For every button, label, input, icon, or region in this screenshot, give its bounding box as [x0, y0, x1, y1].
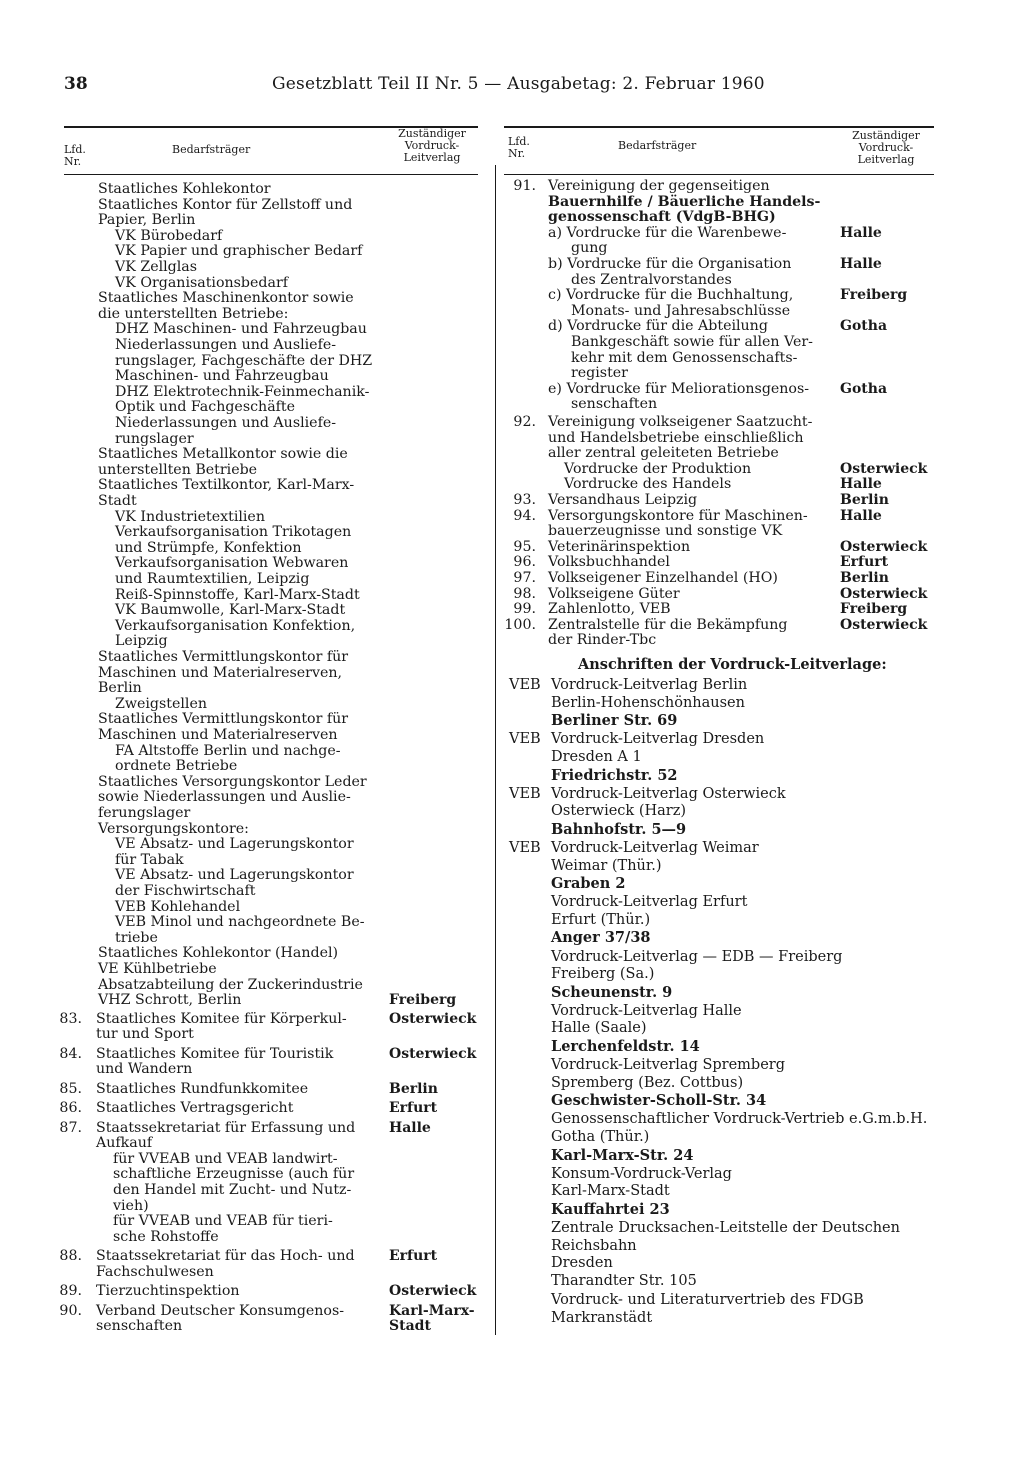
- entry-city: Osterwieck: [389, 1283, 477, 1300]
- address-line: Freiberg (Sa.): [551, 966, 655, 983]
- address-line: Vordruck-Leitverlag Berlin: [551, 677, 748, 693]
- entry-city: Gotha: [840, 380, 888, 397]
- entry-text-line: Staatliches Komitee für Touristik: [96, 1045, 334, 1062]
- entry-text-line: Verband Deutscher Konsumgenos-: [96, 1302, 345, 1319]
- entry-sub-line: register: [571, 365, 628, 382]
- entry-text-line: bauerzeugnisse und sonstige VK: [548, 523, 783, 540]
- left-text-line: Staatliches Kohlekontor: [98, 181, 271, 197]
- address-line: Halle (Saale): [551, 1020, 647, 1037]
- entry-sub-line: a) Vordrucke für die Warenbewe-: [548, 224, 787, 241]
- left-text-line: Optik und Fachgeschäfte: [115, 399, 295, 416]
- entry-number: 86.: [59, 1100, 82, 1117]
- entry-number: 90.: [59, 1302, 82, 1319]
- left-text-line: Staatliches Maschinenkontor sowie: [98, 290, 354, 307]
- entry-city: Berlin: [389, 1080, 438, 1097]
- head-rule-right: [504, 174, 934, 175]
- address-line: Gotha (Thür.): [551, 1129, 650, 1145]
- head-zust-line3: Leitverlag: [403, 151, 461, 164]
- entry-text-line: Vereinigung volkseigener Saatzucht-: [548, 414, 813, 430]
- entry-sub-line: kehr mit dem Genossenschafts-: [571, 349, 798, 366]
- left-text-line: Berlin: [98, 680, 142, 697]
- head-zust-line2: Vordruck-: [858, 141, 914, 154]
- left-text-line: rungslager: [115, 430, 194, 447]
- address-line: Weimar (Thür.): [551, 857, 662, 874]
- entry-number: 87.: [59, 1119, 82, 1136]
- entry-city: Freiberg: [840, 287, 908, 304]
- left-text-line: Versorgungskontore:: [98, 820, 249, 837]
- address-line: Vordruck-Leitverlag — EDB — Freiberg: [551, 948, 843, 965]
- entry-sub-line: b) Vordrucke für die Organisation: [548, 256, 792, 272]
- entry-number: 95.: [513, 538, 536, 555]
- address-line: Zentrale Drucksachen-Leitstelle der Deutschen: [551, 1220, 900, 1236]
- address-line: Geschwister-Scholl-Str. 34: [551, 1092, 767, 1110]
- head-zust-line3: Leitverlag: [857, 153, 915, 166]
- left-text-line: Reiß-Spinnstoffe, Karl-Marx-Stadt: [115, 586, 360, 603]
- address-line: Konsum-Vordruck-Verlag: [551, 1165, 732, 1182]
- entry-sub-line: Monats- und Jahresabschlüsse: [571, 302, 791, 319]
- head-nr-line1: Lfd.: [508, 135, 530, 148]
- left-text-line: Stadt: [98, 493, 137, 509]
- left-text-line: VK Papier und graphischer Bedarf: [115, 243, 363, 260]
- address-line: Osterwieck (Harz): [551, 803, 686, 820]
- veb-label: VEB: [509, 839, 541, 856]
- left-text-line: VK Zellglas: [115, 259, 198, 275]
- left-text-line: Maschinen und Materialreserven,: [98, 664, 343, 681]
- entry-text-line: Vereinigung der gegenseitigen: [548, 178, 770, 194]
- left-text-line: VK Industrietextilien: [115, 508, 265, 525]
- entry-number: 94.: [513, 507, 536, 524]
- entry-text-line: Zahlenlotto, VEB: [548, 601, 671, 618]
- entry-city: Osterwieck: [840, 538, 928, 555]
- entry-text-line: der Rinder-Tbc: [548, 632, 657, 649]
- left-text-line: Verkaufsorganisation Webwaren: [115, 555, 349, 572]
- left-text-line: triebe: [115, 929, 158, 946]
- left-text-line: VE Kühlbetriebe: [98, 961, 217, 977]
- address-line: Bahnhofstr. 5—9: [551, 820, 687, 838]
- address-line: Graben 2: [551, 875, 626, 893]
- address-line: Vordruck-Leitverlag Spremberg: [551, 1057, 786, 1074]
- address-line: Dresden: [551, 1255, 613, 1272]
- head-rule-left: [64, 174, 478, 175]
- entry-city: Berlin: [840, 570, 889, 586]
- left-text-line: Staatliches Kontor für Zellstoff und: [98, 196, 353, 213]
- entry-city: Freiberg: [840, 601, 908, 618]
- entry-text-line: sche Rohstoffe: [113, 1228, 219, 1245]
- entry-text-line: senschaften: [96, 1318, 183, 1335]
- left-text-line: Absatzabteilung der Zuckerindustrie: [98, 976, 363, 993]
- entry-city: Osterwieck: [389, 1045, 477, 1062]
- left-head-bedarf: Bedarfsträger: [172, 143, 251, 156]
- column-divider: [495, 165, 496, 1335]
- left-text-line: ordnete Betriebe: [115, 758, 238, 775]
- address-line: Vordruck-Leitverlag Osterwieck: [551, 785, 786, 802]
- left-text-line: VE Absatz- und Lagerungskontor: [115, 836, 354, 853]
- left-text-line: Leipzig: [115, 633, 168, 650]
- address-line: Spremberg (Bez. Cottbus): [551, 1074, 744, 1091]
- entry-text-line: Staatliches Vertragsgericht: [96, 1100, 294, 1117]
- entry-text-line: Versorgungskontore für Maschinen-: [548, 507, 808, 524]
- left-city-label: Freiberg: [389, 992, 457, 1009]
- left-text-line: Verkaufsorganisation Trikotagen: [115, 524, 352, 541]
- address-line: Vordruck-Leitverlag Weimar: [551, 839, 759, 856]
- address-line: Markranstädt: [551, 1309, 653, 1326]
- left-text-line: VEB Minol und nachgeordnete Be-: [115, 914, 365, 931]
- entry-city: Halle: [840, 507, 882, 524]
- entry-city: Osterwieck: [389, 1010, 477, 1027]
- left-text-line: und Raumtextilien, Leipzig: [115, 571, 310, 587]
- entry-city-cont: Stadt: [389, 1318, 431, 1335]
- head-zust-line1: Zuständiger: [398, 127, 466, 140]
- head-zust-line2: Vordruck-: [404, 139, 460, 152]
- left-text-line: Staatliches Metallkontor sowie die: [98, 446, 348, 463]
- left-text-line: Staatliches Vermittlungskontor für: [98, 711, 349, 728]
- address-line: Kauffahrtei 23: [551, 1200, 670, 1218]
- address-line: Vordruck- und Literaturvertrieb des FDGB: [551, 1291, 864, 1308]
- left-text-line: Niederlassungen und Ausliefe-: [115, 415, 337, 431]
- address-line: Genossenschaftlicher Vordruck-Vertrieb e.G.m.b.H.: [551, 1111, 928, 1128]
- entry-text-line: Versandhaus Leipzig: [548, 492, 698, 508]
- entry-sub-line: Vordrucke des Handels: [564, 476, 732, 493]
- left-text-line: Verkaufsorganisation Konfektion,: [115, 617, 356, 634]
- entry-city: Erfurt: [840, 554, 889, 571]
- entry-text-line: genossenschaft (VdgB-BHG): [548, 209, 776, 226]
- entry-number: 93.: [513, 492, 536, 508]
- entry-text-line: Fachschulwesen: [96, 1263, 214, 1280]
- left-text-line: DHZ Elektrotechnik-Feinmechanik-: [115, 383, 370, 400]
- address-line: Anger 37/38: [551, 929, 651, 947]
- left-text-line: für Tabak: [115, 851, 184, 868]
- entry-text-line: Staatliches Komitee für Körperkul-: [96, 1010, 347, 1027]
- left-text-line: rungslager, Fachgeschäfte der DHZ: [115, 352, 373, 369]
- top-rule-right: [504, 126, 934, 128]
- entry-text-line: und Wandern: [96, 1061, 193, 1078]
- entry-text-line: Bauernhilfe / Bäuerliche Handels-: [548, 193, 821, 210]
- entry-sub-line: c) Vordrucke für die Buchhaltung,: [548, 287, 794, 304]
- entry-text-line: aller zentral geleiteten Betriebe: [548, 445, 779, 462]
- head-zust-line1: Zuständiger: [852, 129, 920, 142]
- entry-number: 92.: [513, 414, 536, 430]
- entry-sub-line: des Zentralvorstandes: [571, 271, 732, 288]
- entry-city: Halle: [389, 1119, 431, 1136]
- address-line: Scheunenstr. 9: [551, 983, 673, 1001]
- left-text-line: sowie Niederlassungen und Auslie-: [98, 789, 351, 806]
- address-line: Berlin-Hohenschönhausen: [551, 694, 745, 711]
- entry-sub-line: d) Vordrucke für die Abteilung: [548, 318, 768, 335]
- address-line: Friedrichstr. 52: [551, 766, 678, 784]
- left-text-line: DHZ Maschinen- und Fahrzeugbau: [115, 321, 367, 338]
- address-line: Lerchenfeldstr. 14: [551, 1038, 700, 1055]
- left-head-zust: [384, 128, 480, 164]
- entry-text-line: für VVEAB und VEAB für tieri-: [113, 1213, 333, 1230]
- entry-text-line: Aufkauf: [96, 1135, 153, 1152]
- entry-city: Berlin: [840, 492, 889, 508]
- entry-text-line: und Handelsbetriebe einschließlich: [548, 429, 804, 446]
- address-line: Dresden A 1: [551, 748, 642, 765]
- left-text-line: der Fischwirtschaft: [115, 883, 256, 899]
- entry-number: 89.: [59, 1283, 82, 1300]
- entry-number: 96.: [513, 554, 536, 571]
- left-text-line: die unterstellten Betriebe:: [98, 305, 289, 322]
- left-text-line: VK Bürobedarf: [115, 227, 223, 244]
- entry-sub-line: e) Vordrucke für Meliorationsgenos-: [548, 380, 810, 397]
- entry-number: 91.: [513, 178, 536, 194]
- entry-text-line: Volksbuchhandel: [548, 554, 670, 571]
- address-line: Vordruck-Leitverlag Erfurt: [551, 894, 748, 911]
- page-header-title: Gesetzblatt Teil II Nr. 5 — Ausgabetag: 2. Februar 1960: [272, 74, 765, 94]
- entry-city: Halle: [840, 256, 882, 272]
- entry-city: Halle: [840, 476, 882, 493]
- entry-city: Osterwieck: [840, 616, 928, 633]
- left-text-line: VHZ Schrott, Berlin: [98, 992, 242, 1009]
- entry-city: Erfurt: [389, 1248, 438, 1265]
- veb-label: VEB: [509, 677, 541, 693]
- entry-number: 83.: [59, 1010, 82, 1027]
- entry-number: 84.: [59, 1045, 82, 1062]
- entry-city: Halle: [840, 224, 882, 241]
- address-line: Karl-Marx-Stadt: [551, 1183, 670, 1200]
- entry-number: 88.: [59, 1248, 82, 1265]
- entry-text-line: schaftliche Erzeugnisse (auch für: [113, 1166, 355, 1183]
- entry-number: 97.: [513, 570, 536, 586]
- left-text-line: VE Absatz- und Lagerungskontor: [115, 867, 354, 884]
- left-text-line: Staatliches Versorgungskontor Leder: [98, 773, 367, 790]
- left-text-line: ferungslager: [98, 805, 191, 821]
- entry-text-line: Tierzuchtinspektion: [96, 1283, 240, 1300]
- left-text-line: FA Altstoffe Berlin und nachge-: [115, 742, 341, 759]
- entry-sub-line: Vordrucke der Produktion: [564, 460, 752, 477]
- entry-text-line: Volkseigener Einzelhandel (HO): [548, 570, 778, 586]
- entry-text-line: Veterinärinspektion: [548, 538, 691, 555]
- entry-sub-line: Bankgeschäft sowie für allen Ver-: [571, 334, 813, 350]
- left-head-nr: [64, 144, 86, 168]
- entry-text-line: Staatssekretariat für Erfassung und: [96, 1119, 356, 1136]
- left-text-line: Staatliches Textilkontor, Karl-Marx-: [98, 477, 355, 494]
- address-line: Karl-Marx-Str. 24: [551, 1146, 694, 1164]
- left-text-line: Staatliches Kohlekontor (Handel): [98, 945, 339, 962]
- address-line: Reichsbahn: [551, 1237, 637, 1254]
- entry-city: Osterwieck: [840, 585, 928, 602]
- entry-number: 98.: [513, 585, 536, 602]
- entry-number: 99.: [513, 601, 536, 618]
- entry-text-line: Volkseigene Güter: [548, 585, 680, 602]
- left-text-line: Staatliches Vermittlungskontor für: [98, 649, 349, 665]
- left-text-line: Maschinen und Materialreserven: [98, 727, 338, 743]
- left-text-line: VK Organisationsbedarf: [115, 274, 288, 291]
- veb-label: VEB: [509, 731, 541, 748]
- right-head-nr: [508, 136, 530, 160]
- left-text-line: Papier, Berlin: [98, 212, 196, 229]
- entry-city: Erfurt: [389, 1100, 438, 1117]
- entry-text-line: Staatliches Rundfunkkomitee: [96, 1080, 309, 1097]
- head-nr-line2: Nr.: [508, 147, 526, 160]
- entry-number: 85.: [59, 1080, 82, 1097]
- address-line: Berliner Str. 69: [551, 712, 678, 730]
- left-text-line: und Strümpfe, Konfektion: [115, 539, 302, 556]
- entry-text-line: Zentralstelle für die Bekämpfung: [548, 616, 788, 633]
- address-line: Vordruck-Leitverlag Dresden: [551, 731, 765, 748]
- entry-text-line: Staatssekretariat für das Hoch- und: [96, 1248, 355, 1265]
- entry-city: Osterwieck: [840, 460, 928, 477]
- entry-text-line: tur und Sport: [96, 1026, 194, 1043]
- left-text-line: Niederlassungen und Ausliefe-: [115, 337, 337, 353]
- entry-city: Gotha: [840, 318, 888, 335]
- entry-text-line: den Handel mit Zucht- und Nutz-: [113, 1182, 352, 1198]
- veb-label: VEB: [509, 785, 541, 802]
- entry-sub-line: senschaften: [571, 396, 658, 413]
- entry-number: 100.: [504, 616, 536, 633]
- right-head-bedarf: Bedarfsträger: [618, 139, 697, 152]
- entry-text-line: für VVEAB und VEAB landwirt-: [113, 1150, 338, 1167]
- left-text-line: Maschinen- und Fahrzeugbau: [115, 368, 329, 385]
- head-nr-line1: Lfd.: [64, 143, 86, 156]
- entry-text-line: vieh): [113, 1197, 149, 1214]
- left-text-line: Zweigstellen: [115, 695, 208, 712]
- right-head-zust: [836, 130, 936, 166]
- head-nr-line2: Nr.: [64, 155, 82, 168]
- address-line: Erfurt (Thür.): [551, 911, 651, 928]
- entry-city: Karl-Marx-: [389, 1302, 475, 1319]
- left-text-line: VK Baumwolle, Karl-Marx-Stadt: [115, 602, 346, 619]
- address-line: Tharandter Str. 105: [551, 1272, 697, 1289]
- page-number: 38: [64, 74, 88, 94]
- left-text-line: VEB Kohlehandel: [115, 898, 241, 915]
- addresses-title: Anschriften der Vordruck-Leitverlage:: [578, 656, 887, 673]
- entry-sub-line: gung: [571, 240, 608, 257]
- address-line: Vordruck-Leitverlag Halle: [551, 1002, 742, 1019]
- left-text-line: unterstellten Betriebe: [98, 461, 258, 478]
